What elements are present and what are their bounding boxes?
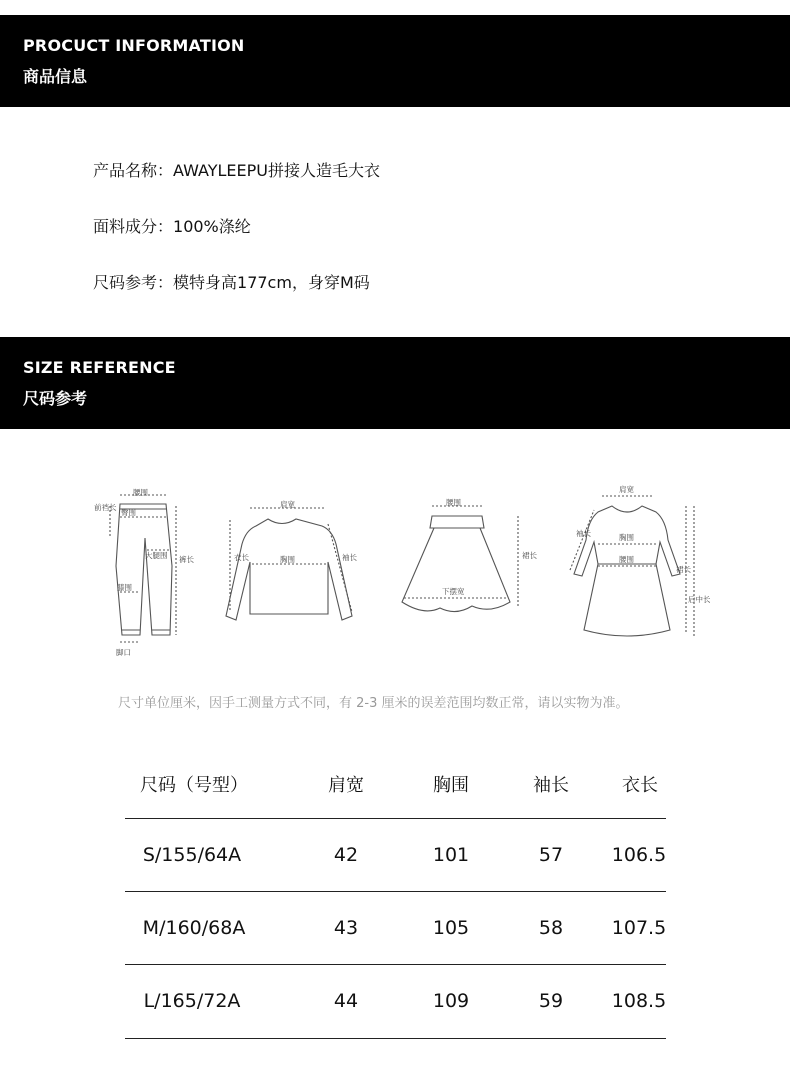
row-shoulder: 42 bbox=[333, 844, 359, 866]
row-shoulder: 44 bbox=[333, 990, 359, 1012]
table-rule bbox=[125, 818, 666, 819]
row-size: L/165/72A bbox=[143, 990, 241, 1012]
product-name-value: AWAYLEEPU拼接人造毛大衣 bbox=[173, 161, 381, 180]
fabric-line bbox=[93, 214, 251, 237]
size-reference-line bbox=[93, 270, 370, 293]
table-rule bbox=[125, 891, 666, 892]
row-sleeve: 59 bbox=[538, 990, 564, 1012]
measurement-note: 尺寸单位厘米，因手工测量方式不同，有 2-3 厘米的误差范围均数正常，请以实物为准。 bbox=[118, 696, 629, 711]
measurement-diagrams bbox=[90, 470, 710, 670]
row-sleeve: 57 bbox=[538, 844, 564, 866]
row-shoulder: 43 bbox=[333, 917, 359, 939]
row-size: M/160/68A bbox=[142, 917, 246, 939]
size-reference-value: 模特身高177cm，身穿M码 bbox=[173, 273, 370, 292]
size-reference-header bbox=[0, 337, 790, 429]
pants-length-label: 裤长 bbox=[179, 555, 194, 564]
pants-hem-label: 脚口 bbox=[116, 648, 131, 657]
product-info-title-zh: 商品信息 bbox=[23, 67, 88, 86]
product-info-header bbox=[0, 15, 790, 107]
pants-waist-label: 腰围 bbox=[133, 488, 148, 497]
fabric-label: 面料成分： bbox=[93, 217, 174, 236]
top-shoulder-label: 肩宽 bbox=[280, 500, 295, 509]
table-rule bbox=[125, 964, 666, 965]
header-length: 衣长 bbox=[622, 775, 658, 796]
row-chest: 101 bbox=[432, 844, 470, 866]
size-reference-title-zh: 尺码参考 bbox=[23, 389, 88, 408]
dress-chest-label: 胸围 bbox=[619, 533, 634, 542]
skirt-hem-label: 下摆宽 bbox=[442, 587, 465, 596]
dress-sleeve-label: 袖长 bbox=[576, 529, 591, 538]
header-chest: 胸围 bbox=[433, 775, 469, 796]
skirt-length-label: 裙长 bbox=[522, 551, 537, 560]
top-chest-label: 胸围 bbox=[280, 555, 295, 564]
pants-hip-label: 臀围 bbox=[121, 508, 136, 517]
row-length: 107.5 bbox=[611, 917, 667, 939]
row-length: 106.5 bbox=[611, 844, 667, 866]
row-size: S/155/64A bbox=[142, 844, 242, 866]
table-rule bbox=[125, 1038, 666, 1039]
row-sleeve: 58 bbox=[538, 917, 564, 939]
dress-length-label: 裙长 bbox=[676, 565, 691, 574]
top-diagram bbox=[226, 508, 352, 620]
header-sleeve: 袖长 bbox=[533, 775, 569, 796]
size-reference-title-en: SIZE REFERENCE bbox=[23, 358, 176, 377]
row-length: 108.5 bbox=[611, 990, 667, 1012]
header-shoulder: 肩宽 bbox=[328, 775, 364, 796]
top-sleeve-label: 袖长 bbox=[342, 553, 357, 562]
row-chest: 105 bbox=[432, 917, 470, 939]
row-chest: 109 bbox=[432, 990, 470, 1012]
product-info-title-en: PROCUCT INFORMATION bbox=[23, 36, 245, 55]
skirt-waist-label: 腰围 bbox=[446, 498, 461, 507]
pants-front-rise-label: 前裆长 bbox=[94, 503, 117, 512]
pants-thigh-label: 大腿围 bbox=[145, 551, 168, 560]
product-name-line bbox=[93, 158, 380, 181]
product-name-label: 产品名称： bbox=[93, 161, 174, 180]
dress-back-length-label: 后中长 bbox=[688, 595, 710, 604]
dress-waist-label: 腰围 bbox=[619, 555, 634, 564]
header-size: 尺码（号型） bbox=[140, 775, 248, 796]
pants-knee-label: 膝围 bbox=[117, 583, 132, 592]
size-reference-label: 尺码参考： bbox=[93, 273, 174, 292]
dress-shoulder-label: 肩宽 bbox=[619, 485, 634, 494]
top-body-length-label: 衣长 bbox=[234, 553, 249, 562]
fabric-value: 100%涤纶 bbox=[173, 217, 251, 236]
pants-diagram bbox=[110, 495, 176, 642]
